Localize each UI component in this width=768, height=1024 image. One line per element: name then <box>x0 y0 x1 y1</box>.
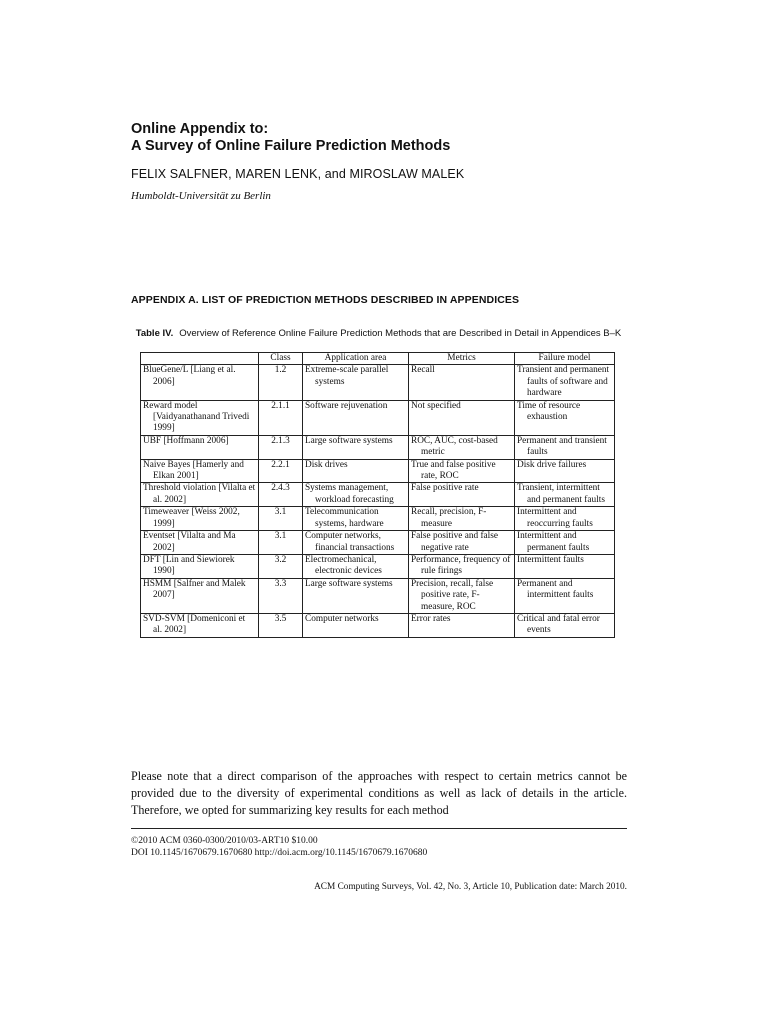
table-cell <box>515 613 615 637</box>
cell-text: HSMM [Salfner and Malek 2007] <box>143 578 246 601</box>
table-cell <box>303 483 409 507</box>
doi-line: DOI 10.1145/1670679.1670680 http://doi.acm.org/10.1145/1670679.1670680 <box>131 848 428 858</box>
table-cell <box>303 531 409 555</box>
table-cell <box>259 507 303 531</box>
column-header: Metrics <box>409 353 515 365</box>
table-cell <box>409 365 515 400</box>
cell-text: ROC, AUC, cost-based metric <box>411 435 498 458</box>
journal-citation: ACM Computing Surveys, Vol. 42, No. 3, Article 10, Publication date: March 2010. <box>314 882 627 892</box>
cell-text: Large software systems <box>305 435 393 446</box>
cell-text: Recall, precision, F-measure <box>411 507 487 529</box>
title-line-1: Online Appendix to: <box>131 121 269 137</box>
table-cell <box>141 435 259 459</box>
cell-text: Eventset [Vilalta and Ma 2002] <box>143 531 236 553</box>
table-cell <box>259 435 303 459</box>
cell-text: Reward model [Vaidyanathanand Trivedi 1999] <box>143 400 250 434</box>
table-cell <box>259 554 303 578</box>
cell-text: Large software systems <box>305 578 393 589</box>
table-cell <box>409 459 515 483</box>
table-row <box>141 507 615 531</box>
table-cell <box>303 365 409 400</box>
table-cell <box>141 459 259 483</box>
cell-text: Permanent and intermittent faults <box>517 578 594 601</box>
cell-text: Permanent and transient faults <box>517 435 607 458</box>
column-header <box>141 353 259 365</box>
table-cell <box>303 578 409 613</box>
table-cell <box>409 578 515 613</box>
paper-title <box>131 121 450 155</box>
cell-text: Extreme-scale parallel systems <box>305 365 389 387</box>
table-cell <box>303 400 409 435</box>
table-cell <box>259 365 303 400</box>
cell-text: Precision, recall, false positive rate, F-measure, ROC <box>411 578 494 612</box>
table-row <box>141 554 615 578</box>
cell-text: Not specified <box>411 400 461 411</box>
table-cell <box>515 531 615 555</box>
cell-text: SVD-SVM [Domeniconi et al. 2002] <box>143 613 246 636</box>
table-cell <box>141 613 259 637</box>
cell-text: Systems management, workload forecasting <box>305 483 394 505</box>
cell-text: 1.2 <box>274 365 287 376</box>
cell-text: 2.1.1 <box>271 400 290 411</box>
cell-text: Time of resource exhaustion <box>517 400 581 423</box>
table-row <box>141 483 615 507</box>
table-cell <box>259 578 303 613</box>
table-cell <box>141 365 259 400</box>
table-header-row <box>141 353 615 365</box>
cell-text: UBF [Hoffmann 2006] <box>143 435 229 446</box>
table-cell <box>515 435 615 459</box>
table-row <box>141 578 615 613</box>
table-cell <box>303 613 409 637</box>
author-list: FELIX SALFNER, MAREN LENK, and MIROSLAW MALEK <box>131 167 465 181</box>
table-cell <box>409 613 515 637</box>
cell-text: Recall <box>411 365 435 376</box>
table-cell <box>141 578 259 613</box>
cell-text: 2.2.1 <box>271 459 290 470</box>
cell-text: Intermittent faults <box>517 554 584 565</box>
cell-text: 2.4.3 <box>271 483 290 494</box>
cell-text: Transient, intermittent and permanent faults <box>517 483 605 505</box>
table-body <box>141 365 615 637</box>
cell-text: Disk drive failures <box>517 459 587 470</box>
cell-text: False positive and false negative rate <box>411 531 499 553</box>
table-cell <box>515 400 615 435</box>
table-row <box>141 613 615 637</box>
table-caption-text: Overview of Reference Online Failure Prediction Methods that are Described in Detail in Appendices B–K <box>179 328 622 339</box>
cell-text: Computer networks, financial transactions <box>305 531 395 553</box>
table-cell <box>141 400 259 435</box>
table-cell <box>515 507 615 531</box>
cell-text: BlueGene/L [Liang et al. 2006] <box>143 365 236 387</box>
table-row <box>141 459 615 483</box>
table-row <box>141 531 615 555</box>
cell-text: 3.2 <box>274 554 287 565</box>
cell-text: Performance, frequency of rule firings <box>411 554 511 577</box>
affiliation: Humboldt-Universität zu Berlin <box>131 190 271 202</box>
table-cell <box>259 459 303 483</box>
section-heading: APPENDIX A. LIST OF PREDICTION METHODS DESCRIBED IN APPENDICES <box>131 294 520 306</box>
cell-text: Software rejuvenation <box>305 400 388 411</box>
table-cell <box>259 400 303 435</box>
copyright-line: ©2010 ACM 0360-0300/2010/03-ART10 $10.00 <box>131 836 318 846</box>
cell-text: Error rates <box>411 613 451 624</box>
title-line-2: A Survey of Online Failure Prediction Methods <box>131 138 451 154</box>
table-cell <box>259 613 303 637</box>
cell-text: Naive Bayes [Hamerly and Elkan 2001] <box>143 459 244 482</box>
column-header: Class <box>259 353 303 365</box>
table-cell <box>409 531 515 555</box>
cell-text: Intermittent and permanent faults <box>517 531 590 553</box>
cell-text: Electromechanical, electronic devices <box>305 554 382 577</box>
body-paragraph: Please note that a direct comparison of the approaches with respect to certain metrics cannot be provided due to the diversity of experimental conditions as well as lack of details in the article. Therefore, we opted for summarizing key results for each method <box>131 769 627 817</box>
cell-text: 3.1 <box>274 531 287 542</box>
methods-table <box>140 352 615 638</box>
cell-text: 3.5 <box>274 613 287 624</box>
table-cell <box>141 554 259 578</box>
cell-text: Threshold violation [Vilalta et al. 2002] <box>143 483 256 505</box>
cell-text: Telecommunication systems, hardware <box>305 507 384 529</box>
table-cell <box>141 531 259 555</box>
table-cell <box>259 531 303 555</box>
copyright-block <box>131 835 427 859</box>
cell-text: 2.1.3 <box>271 435 290 446</box>
cell-text: False positive rate <box>411 483 479 494</box>
table-cell <box>259 483 303 507</box>
table-cell <box>515 365 615 400</box>
footnote-rule <box>131 828 627 829</box>
table-label: Table IV. <box>135 328 174 339</box>
cell-text: DFT [Lin and Siewiorek 1990] <box>143 554 235 577</box>
cell-text: Intermittent and reoccurring faults <box>517 507 593 529</box>
table-cell <box>409 507 515 531</box>
column-header: Failure model <box>515 353 615 365</box>
table-row <box>141 400 615 435</box>
table-cell <box>141 483 259 507</box>
table-cell <box>303 507 409 531</box>
table-cell <box>409 400 515 435</box>
table-cell <box>515 578 615 613</box>
cell-text: Disk drives <box>305 459 348 470</box>
cell-text: 3.3 <box>274 578 287 589</box>
table-cell <box>303 459 409 483</box>
cell-text: True and false positive rate, ROC <box>411 459 496 482</box>
table-row <box>141 435 615 459</box>
table-cell <box>515 483 615 507</box>
cell-text: Transient and permanent faults of software and hardware <box>517 365 610 399</box>
cell-text: Critical and fatal error events <box>517 613 600 636</box>
table-cell <box>515 554 615 578</box>
table-caption <box>131 328 626 340</box>
table-cell <box>303 554 409 578</box>
column-header: Application area <box>303 353 409 365</box>
table-cell <box>409 483 515 507</box>
table-cell <box>515 459 615 483</box>
table-cell <box>141 507 259 531</box>
cell-text: Timeweaver [Weiss 2002, 1999] <box>143 507 240 529</box>
table-cell <box>409 435 515 459</box>
cell-text: 3.1 <box>274 507 287 518</box>
table-cell <box>303 435 409 459</box>
cell-text: Computer networks <box>305 613 379 624</box>
table-cell <box>409 554 515 578</box>
table-row <box>141 365 615 400</box>
